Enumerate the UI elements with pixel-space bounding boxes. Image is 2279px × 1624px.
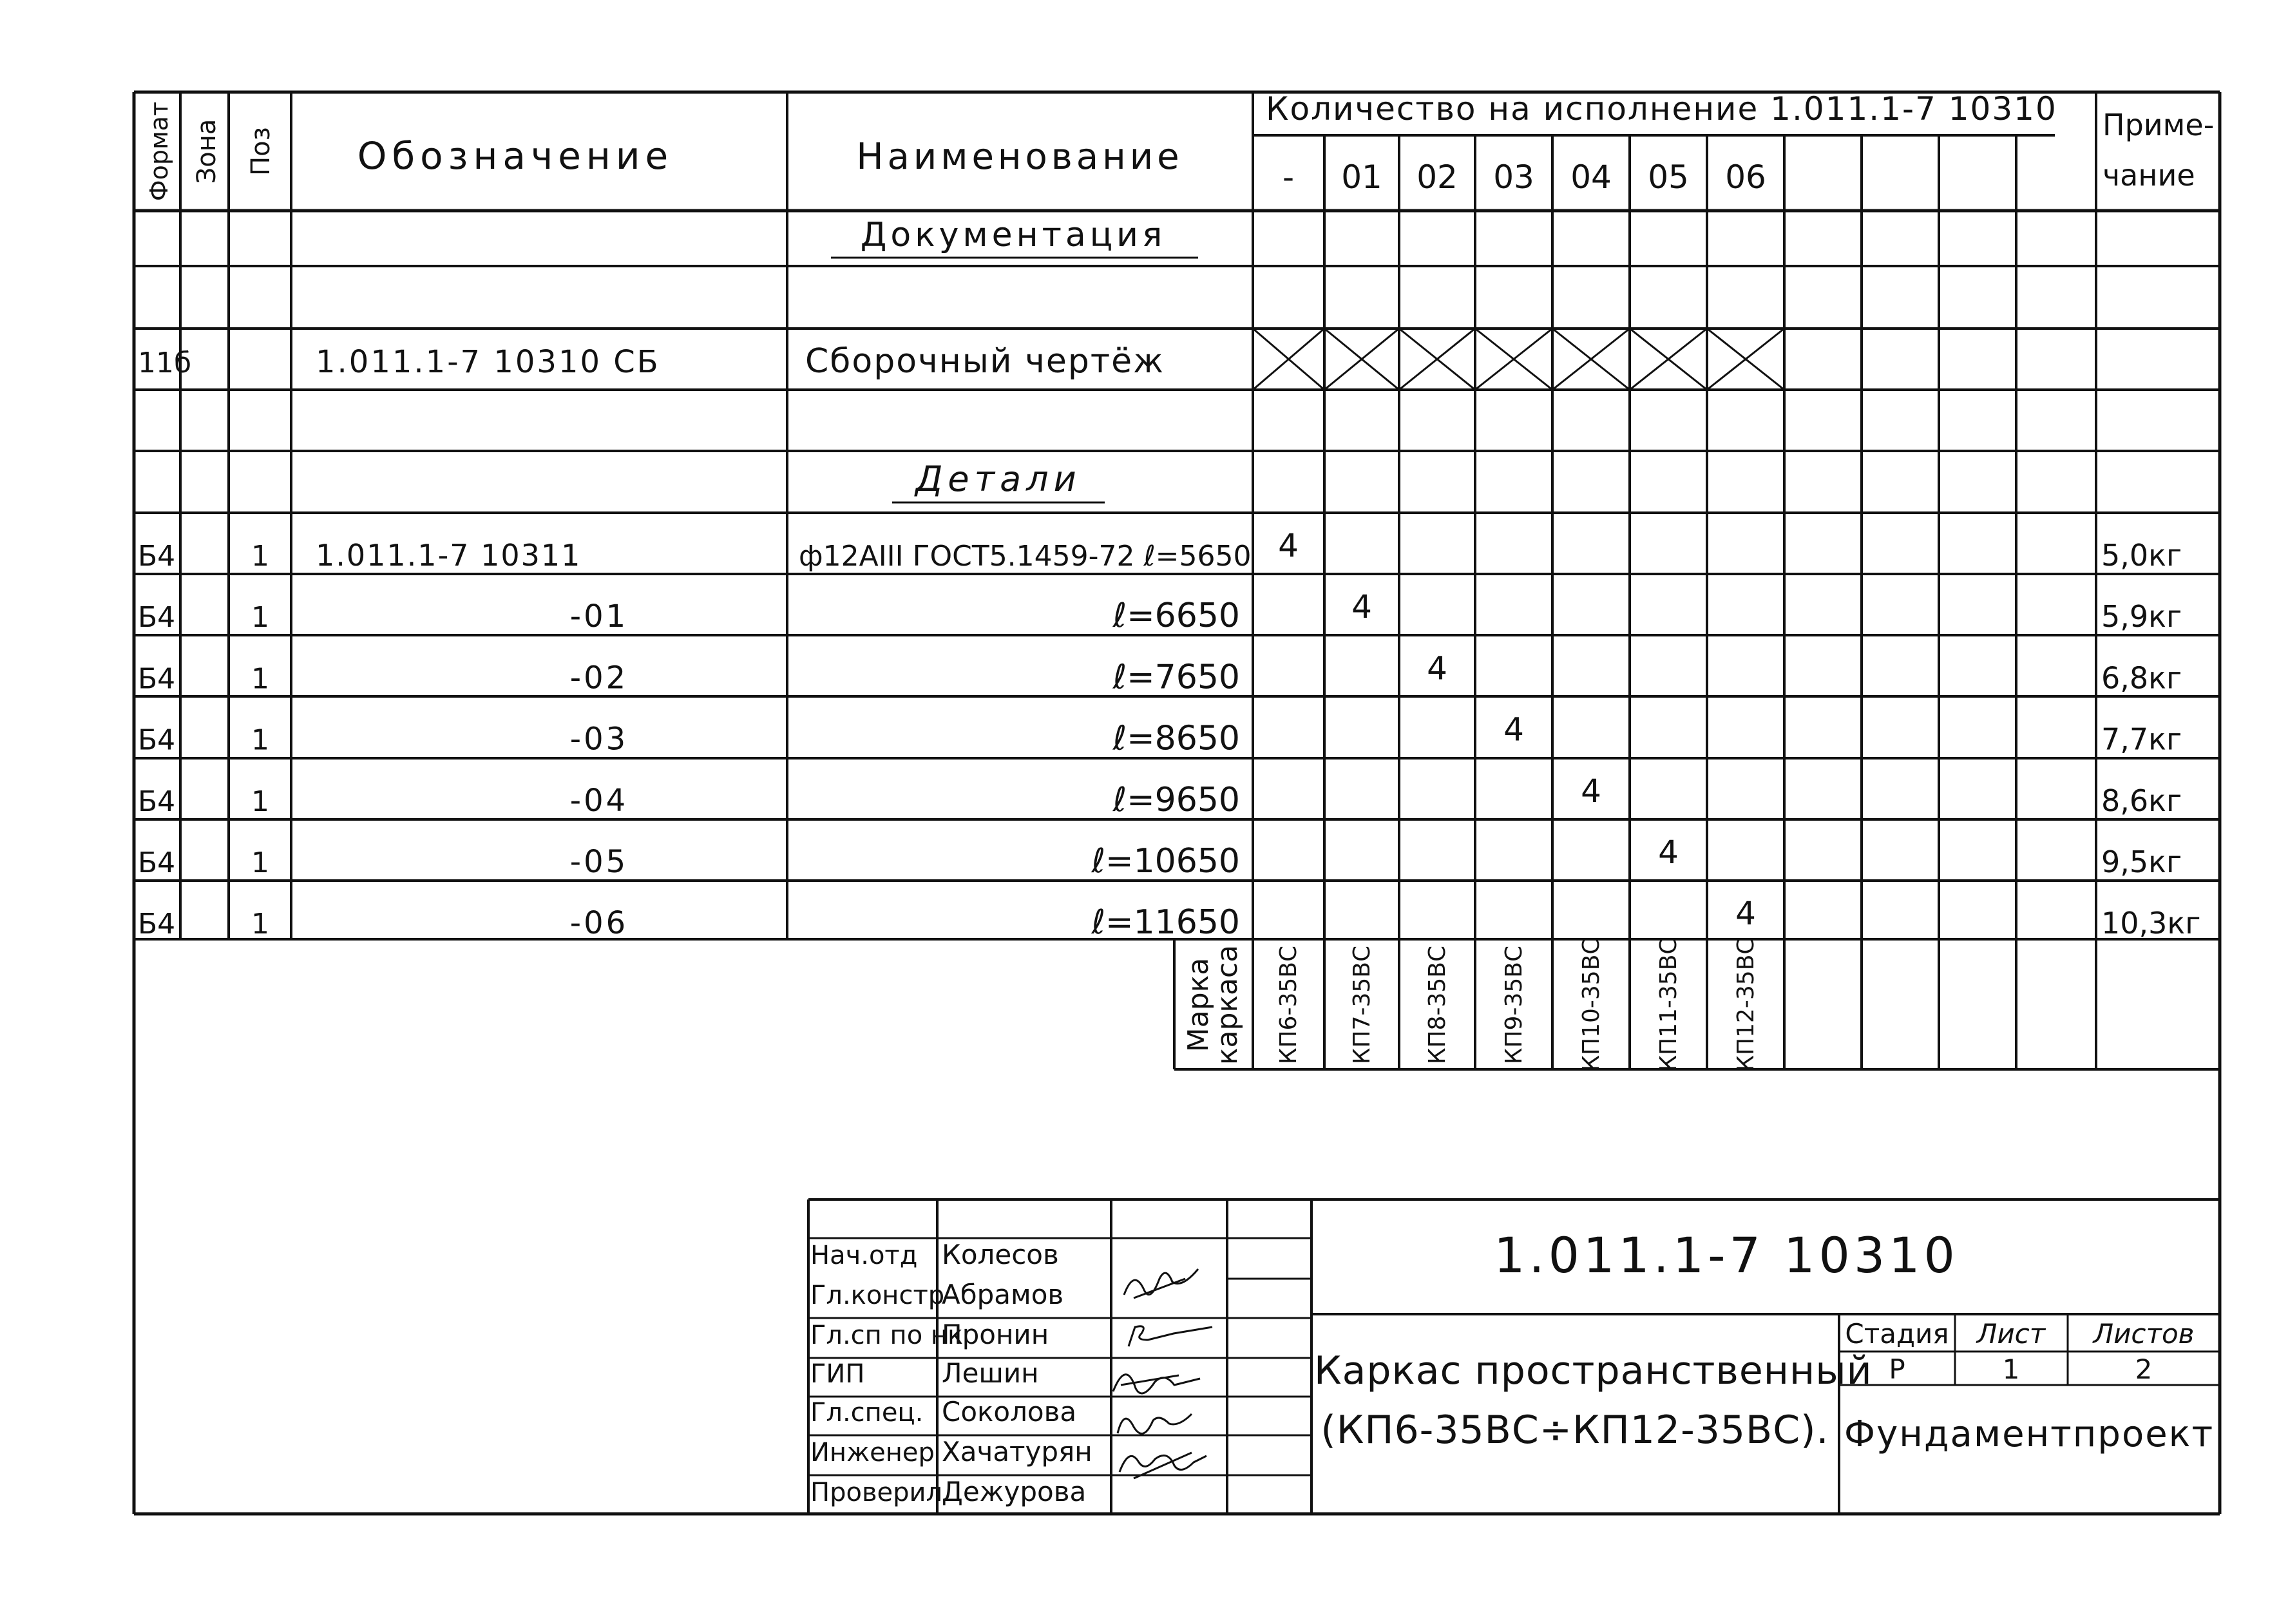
row-qty: 4 xyxy=(1735,895,1756,933)
signatory-name: Колесов xyxy=(942,1239,1059,1270)
header-pos: Поз xyxy=(246,127,276,176)
row-name: ℓ=11650 xyxy=(1091,903,1240,942)
doc-row-format: 11б xyxy=(138,347,192,379)
header-format: Формат xyxy=(145,101,173,202)
title-line-2: (КП6-35ВС÷КП12-35ВС). xyxy=(1321,1408,1829,1453)
signatory-role: Гл.констр xyxy=(810,1281,945,1310)
row-qty: 4 xyxy=(1427,649,1447,687)
doc-number: 1.011.1-7 10310 xyxy=(1494,1227,1959,1284)
header-note-1: Приме- xyxy=(2103,108,2215,142)
row-pos: 1 xyxy=(251,662,269,696)
mark-item: КП12-35ВС xyxy=(1733,938,1759,1072)
row-designation: -04 xyxy=(569,782,629,819)
mark-item: КП8-35ВС xyxy=(1424,945,1451,1065)
variant-headers xyxy=(1283,158,1766,196)
mark-item: КП9-35ВС xyxy=(1501,945,1527,1065)
row-designation: -06 xyxy=(569,905,629,942)
row-note: 9,5кг xyxy=(2101,845,2182,879)
section-details: Детали xyxy=(915,459,1082,499)
signatory-role: ГИП xyxy=(810,1359,865,1389)
doc-row-name: Сборочный чертёж xyxy=(805,342,1165,381)
row-name: ℓ=9650 xyxy=(1112,780,1240,819)
marks-row xyxy=(1182,938,1759,1071)
row-format: Б4 xyxy=(138,662,176,696)
mark-items xyxy=(1275,938,1759,1071)
sheets-value: 2 xyxy=(2135,1353,2153,1385)
row-note: 5,9кг xyxy=(2101,599,2182,635)
row-format: Б4 xyxy=(138,785,176,818)
row-name: ℓ=6650 xyxy=(1112,597,1240,636)
signatory-role: Проверил xyxy=(810,1478,943,1507)
row-name: ℓ=10650 xyxy=(1091,842,1240,881)
table-row xyxy=(138,895,2200,942)
row-designation: -01 xyxy=(569,598,629,635)
title-line-1: Каркас пространственный xyxy=(1314,1348,1873,1393)
mark-item: КП10-35ВС xyxy=(1578,938,1605,1072)
row-format: Б4 xyxy=(138,540,176,573)
signatory-name: Дежурова xyxy=(942,1476,1087,1507)
signatory-name: Пронин xyxy=(942,1319,1049,1350)
table-row xyxy=(138,649,2182,696)
row-note: 10,3кг xyxy=(2101,906,2201,941)
row-note: 7,7кг xyxy=(2101,721,2182,757)
sheet-value: 1 xyxy=(2002,1353,2020,1385)
table-row xyxy=(138,588,2182,635)
marks-label-2: каркаса xyxy=(1211,944,1244,1065)
signatory-role: Гл.сп по нк xyxy=(810,1321,964,1350)
variant-header: - xyxy=(1282,158,1295,196)
section-documentation: Документация xyxy=(860,216,1167,254)
header-name: Наименование xyxy=(856,136,1183,178)
row-format: Б4 xyxy=(138,601,176,635)
row-pos: 1 xyxy=(251,723,269,757)
signatory-name: Лешин xyxy=(942,1357,1039,1389)
header-note-2: чание xyxy=(2103,158,2195,193)
signatory-role: Гл.спец. xyxy=(810,1398,924,1428)
signatories xyxy=(810,1239,1092,1507)
sheets-label: Листов xyxy=(2093,1318,2195,1350)
sheet-label: Лист xyxy=(1976,1318,2046,1350)
row-qty: 4 xyxy=(1278,527,1299,564)
stage-value: Р xyxy=(1889,1353,1905,1385)
row-format: Б4 xyxy=(138,908,176,941)
row-qty: 4 xyxy=(1351,588,1372,626)
signatures xyxy=(1113,1269,1212,1478)
table-row xyxy=(138,834,2182,881)
table-row xyxy=(138,711,2182,758)
row-pos: 1 xyxy=(251,601,269,635)
organization: Фундаментпроект xyxy=(1844,1413,2215,1455)
signatory-name: Соколова xyxy=(942,1396,1077,1428)
row-name: ℓ=8650 xyxy=(1112,719,1240,758)
variant-header: 05 xyxy=(1648,158,1689,196)
row-qty: 4 xyxy=(1503,711,1524,749)
header-designation: Обозначение xyxy=(357,134,674,178)
row-designation: -02 xyxy=(569,660,629,696)
mark-item: КП7-35ВС xyxy=(1349,945,1375,1065)
row-designation: -05 xyxy=(569,844,629,880)
table-row xyxy=(138,772,2182,819)
row-note: 6,8кг xyxy=(2101,660,2182,696)
row-qty: 4 xyxy=(1658,834,1679,871)
variant-header: 03 xyxy=(1493,158,1534,196)
row-note: 8,6кг xyxy=(2101,783,2182,818)
table-header xyxy=(145,90,2214,201)
row-format: Б4 xyxy=(138,723,176,757)
row-pos: 1 xyxy=(251,540,269,573)
variant-header: 04 xyxy=(1570,158,1612,196)
title-block xyxy=(808,1199,2220,1514)
mark-item: КП11-35ВС xyxy=(1655,938,1682,1072)
row-format: Б4 xyxy=(138,846,176,879)
variant-header: 06 xyxy=(1725,158,1766,196)
row-designation: 1.011.1-7 10311 xyxy=(316,538,582,573)
mark-item: КП6-35ВС xyxy=(1275,945,1302,1065)
row-designation: -03 xyxy=(569,721,629,758)
stage-label: Стадия xyxy=(1845,1318,1949,1350)
row-name: ф12АIII ГОСТ5.1459-72 ℓ=5650 xyxy=(799,540,1252,573)
signatory-role: Инженер xyxy=(810,1438,935,1467)
table-row xyxy=(138,527,2182,573)
signatory-name: Хачатурян xyxy=(942,1436,1092,1467)
row-pos: 1 xyxy=(251,908,269,941)
row-note: 5,0кг xyxy=(2101,538,2182,573)
signatory-name: Абрамов xyxy=(942,1279,1064,1310)
row-name: ℓ=7650 xyxy=(1112,658,1240,697)
doc-row-designation: 1.011.1-7 10310 СБ xyxy=(316,344,660,380)
variant-header: 02 xyxy=(1416,158,1458,196)
variant-header: 01 xyxy=(1341,158,1382,196)
row-qty: 4 xyxy=(1581,772,1601,810)
marks-label-1: Марка xyxy=(1182,957,1215,1053)
header-qty-title: Количество на исполнение 1.011.1-7 10310 xyxy=(1266,90,2057,128)
row-pos: 1 xyxy=(251,785,269,818)
crossed-cells xyxy=(1253,329,1784,390)
row-pos: 1 xyxy=(251,846,269,879)
header-zone: Зона xyxy=(192,119,222,184)
signatory-role: Нач.отд xyxy=(810,1241,918,1270)
